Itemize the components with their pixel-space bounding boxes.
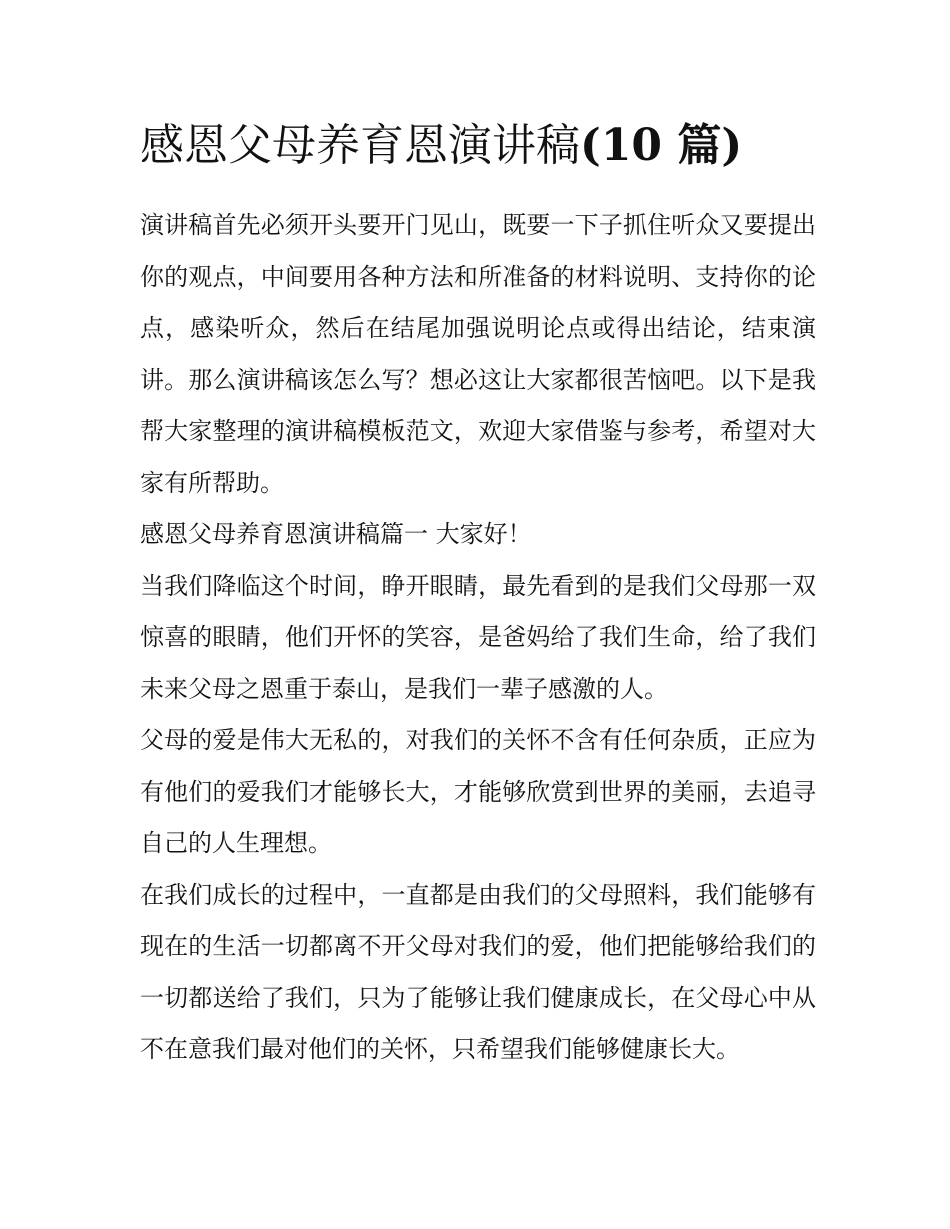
paragraph: 当我们降临这个时间，睁开眼睛，最先看到的是我们父母那一双惊喜的眼睛，他们开怀的笑容，是爸妈给了我们生命，给了我们未来父母之恩重于泰山，是我们一辈子感激的人。 xyxy=(140,571,816,703)
document-title xyxy=(140,118,830,174)
paragraph: 父母的爱是伟大无私的，对我们的关怀不含有任何杂质，正应为有他们的爱我们才能够长大，才能够欣赏到世界的美丽，去追寻自己的人生理想。 xyxy=(140,726,816,857)
title-count: (10 篇) xyxy=(580,120,743,171)
paragraph: 在我们成长的过程中，一直都是由我们的父母照料，我们能够有现在的生活一切都离不开父母对我们的爱，他们把能够给我们的一切都送给了我们，只为了能够让我们健康成长，在父母心中从不在意我们最对他们的关怀，只希望我们能够健康长大。 xyxy=(140,880,816,1063)
document-body xyxy=(140,200,816,1076)
paragraph-intro: 演讲稿首先必须开头要开门见山，既要一下子抓住听众又要提出你的观点，中间要用各种方法和所准备的材料说明、支持你的论点，感染听众，然后在结尾加强说明论点或得出结论，结束演讲。那么演讲稿该怎么写？想必这让大家都很苦恼吧。以下是我帮大家整理的演讲稿模板范文，欢迎大家借鉴与参考，希望对大家有所帮助。 xyxy=(140,211,816,497)
paragraph-heading-chapter-one: 感恩父母养育恩演讲稿篇一 大家好！ xyxy=(140,520,532,548)
title-main: 感恩父母养育恩演讲稿 xyxy=(140,120,580,171)
